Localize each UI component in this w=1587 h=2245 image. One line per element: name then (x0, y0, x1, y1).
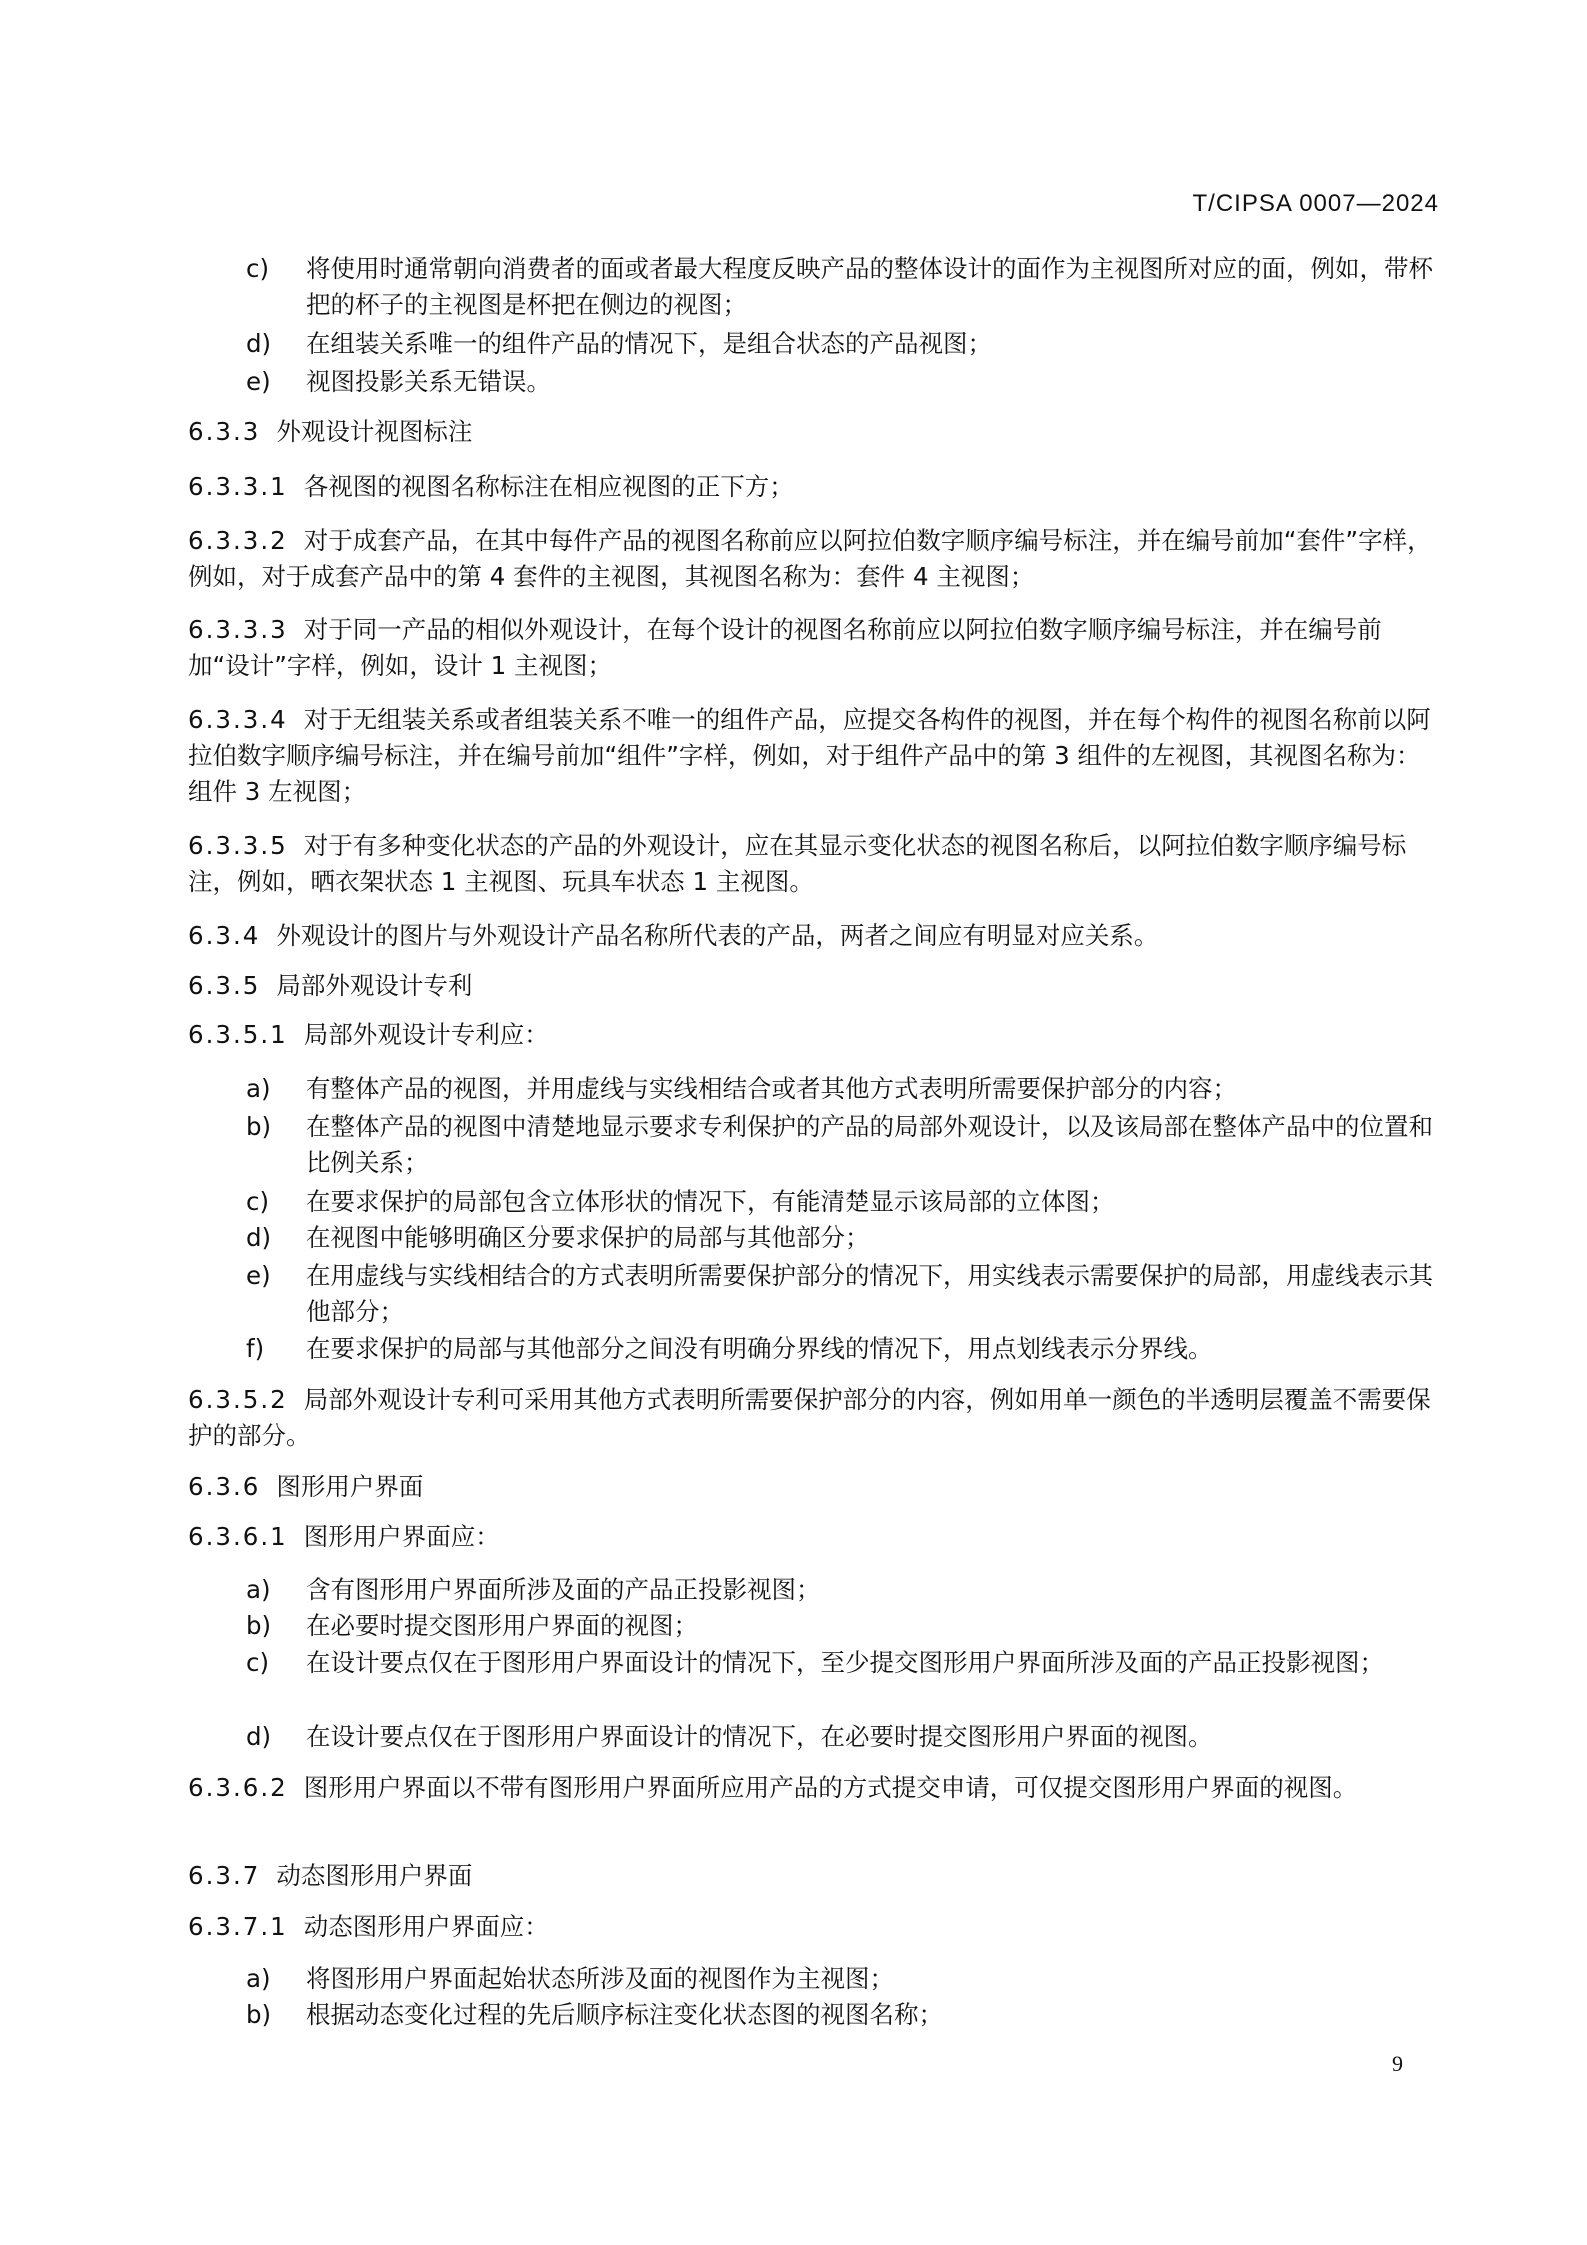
section-title: 动态图形用户界面 (276, 1861, 473, 1890)
clause-6-3-5-1 (188, 1017, 1439, 1053)
clause-number: 6.3.7.1 (188, 1912, 288, 1941)
list-item-text: 根据动态变化过程的先后顺序标注变化状态图的视图名称； (306, 2000, 943, 2029)
clause-6-3-6-1 (188, 1519, 1439, 1555)
list-marker: d) (246, 1223, 272, 1252)
clause-6-3-3-3 (188, 612, 1439, 684)
section-heading-6-3-7 (188, 1858, 1439, 1894)
standard-code: T/CIPSA 0007—2024 (1192, 190, 1439, 217)
list-item-f (246, 1331, 1439, 1367)
list-item-text: 在必要时提交图形用户界面的视图； (306, 1611, 698, 1640)
list-item-text: 有整体产品的视图，并用虚线与实线相结合或者其他方式表明所需要保护部分的内容； (306, 1074, 1237, 1103)
clause-number: 6.3.6.1 (188, 1522, 288, 1551)
clause-6-3-3-4 (188, 702, 1439, 810)
list-marker: d) (246, 1722, 272, 1751)
clause-6-3-3-1 (188, 469, 1439, 505)
clause-number: 6.3.3.4 (188, 705, 288, 734)
clause-6-3-4 (188, 918, 1439, 954)
list-item-text: 含有图形用户界面所涉及面的产品正投影视图； (306, 1575, 821, 1604)
list-item-c (246, 1184, 1439, 1220)
clause-number: 6.3.5.2 (188, 1385, 288, 1414)
list-item-b (246, 1608, 1439, 1644)
clause-6-3-5-2 (188, 1382, 1439, 1454)
list-item-a (246, 1572, 1439, 1608)
clause-text: 对于成套产品，在其中每件产品的视图名称前应以阿拉伯数字顺序编号标注，并在编号前加“套件”字样，例如，对于成套产品中的第 4 套件的主视图，其视图名称为：套件 4 主视图； (188, 526, 1432, 591)
list-item-text: 在视图中能够明确区分要求保护的局部与其他部分； (306, 1223, 870, 1252)
clause-text: 各视图的视图名称标注在相应视图的正下方； (303, 472, 794, 501)
list-item-b (246, 1997, 1439, 2033)
clause-text: 外观设计的图片与外观设计产品名称所代表的产品，两者之间应有明显对应关系。 (276, 921, 1159, 950)
clause-text: 对于无组装关系或者组装关系不唯一的组件产品，应提交各构件的视图，并在每个构件的视图名称前以阿拉伯数字顺序编号标注，并在编号前加“组件”字样，例如，对于组件产品中的第 3 组件的左视图，其视图名称为：组件 3 左视图； (188, 705, 1431, 806)
section-number: 6.3.5 (188, 971, 261, 1000)
clause-text: 对于同一产品的相似外观设计，在每个设计的视图名称前应以阿拉伯数字顺序编号标注，并在编号前加“设计”字样，例如，设计 1 主视图； (188, 615, 1382, 680)
clause-number: 6.3.6.2 (188, 1773, 288, 1802)
list-item-d (246, 1220, 1439, 1256)
clause-text: 局部外观设计专利应： (303, 1020, 549, 1049)
list-item-e (246, 364, 1439, 400)
section-heading-6-3-3 (188, 414, 1439, 450)
list-item-a (246, 1961, 1439, 1997)
list-marker: b) (246, 1611, 272, 1640)
clause-6-3-3-5 (188, 828, 1439, 900)
clause-6-3-7-1 (188, 1909, 1439, 1945)
list-item-d (246, 1719, 1439, 1755)
section-title: 外观设计视图标注 (276, 417, 473, 446)
section-heading-6-3-5 (188, 968, 1439, 1004)
clause-6-3-6-2 (188, 1770, 1439, 1806)
clause-number: 6.3.3.1 (188, 472, 288, 501)
list-marker: c) (246, 1648, 270, 1677)
list-item-text: 将使用时通常朝向消费者的面或者最大程度反映产品的整体设计的面作为主视图所对应的面，例如，带杯把的杯子的主视图是杯把在侧边的视图； (306, 254, 1433, 319)
list-item-c (246, 1645, 1439, 1681)
clause-number: 6.3.3.5 (188, 831, 288, 860)
list-marker: c) (246, 1187, 270, 1216)
list-item-text: 在用虚线与实线相结合的方式表明所需要保护部分的情况下，用实线表示需要保护的局部，用虚线表示其他部分； (306, 1261, 1433, 1326)
list-item-text: 在设计要点仅在于图形用户界面设计的情况下，在必要时提交图形用户界面的视图。 (306, 1722, 1213, 1751)
list-marker: e) (246, 1261, 271, 1290)
list-marker: c) (246, 254, 270, 283)
list-item-text: 视图投影关系无错误。 (306, 367, 551, 396)
list-marker: d) (246, 329, 272, 358)
clause-number: 6.3.5.1 (188, 1020, 288, 1049)
list-item-b (246, 1109, 1439, 1181)
list-marker: f) (246, 1334, 265, 1363)
clause-text: 对于有多种变化状态的产品的外观设计，应在其显示变化状态的视图名称后，以阿拉伯数字顺序编号标注，例如，晒衣架状态 1 主视图、玩具车状态 1 主视图。 (188, 831, 1407, 896)
list-item-text: 在要求保护的局部与其他部分之间没有明确分界线的情况下，用点划线表示分界线。 (306, 1334, 1213, 1363)
clause-text: 局部外观设计专利可采用其他方式表明所需要保护部分的内容，例如用单一颜色的半透明层覆盖不需要保护的部分。 (188, 1385, 1431, 1450)
section-number: 6.3.3 (188, 417, 261, 446)
clause-text: 图形用户界面以不带有图形用户界面所应用产品的方式提交申请，可仅提交图形用户界面的视图。 (303, 1773, 1358, 1802)
clause-6-3-3-2 (188, 523, 1439, 595)
clause-text: 图形用户界面应： (303, 1522, 500, 1551)
list-item-e (246, 1258, 1439, 1330)
list-item-text: 在整体产品的视图中清楚地显示要求专利保护的产品的局部外观设计，以及该局部在整体产品中的位置和比例关系； (306, 1112, 1433, 1177)
section-title: 局部外观设计专利 (276, 971, 473, 1000)
list-marker: a) (246, 1964, 271, 1993)
list-item-text: 在设计要点仅在于图形用户界面设计的情况下，至少提交图形用户界面所涉及面的产品正投影视图； (306, 1648, 1384, 1677)
list-item-c (246, 251, 1439, 323)
list-marker: b) (246, 2000, 272, 2029)
section-number: 6.3.6 (188, 1472, 261, 1501)
list-marker: a) (246, 1575, 271, 1604)
section-heading-6-3-6 (188, 1469, 1439, 1505)
clause-text: 动态图形用户界面应： (303, 1912, 549, 1941)
list-marker: e) (246, 367, 271, 396)
list-marker: a) (246, 1074, 271, 1103)
list-marker: b) (246, 1112, 272, 1141)
clause-number: 6.3.3.2 (188, 526, 288, 555)
list-item-d (246, 326, 1439, 362)
section-title: 图形用户界面 (276, 1472, 424, 1501)
clause-number: 6.3.3.3 (188, 615, 288, 644)
clause-number: 6.3.4 (188, 921, 261, 950)
list-item-text: 将图形用户界面起始状态所涉及面的视图作为主视图； (306, 1964, 894, 1993)
section-number: 6.3.7 (188, 1861, 261, 1890)
list-item-text: 在组装关系唯一的组件产品的情况下，是组合状态的产品视图； (306, 329, 992, 358)
list-item-text: 在要求保护的局部包含立体形状的情况下，有能清楚显示该局部的立体图； (306, 1187, 1115, 1216)
list-item-a (246, 1071, 1439, 1107)
page-number: 9 (1392, 2051, 1403, 2076)
